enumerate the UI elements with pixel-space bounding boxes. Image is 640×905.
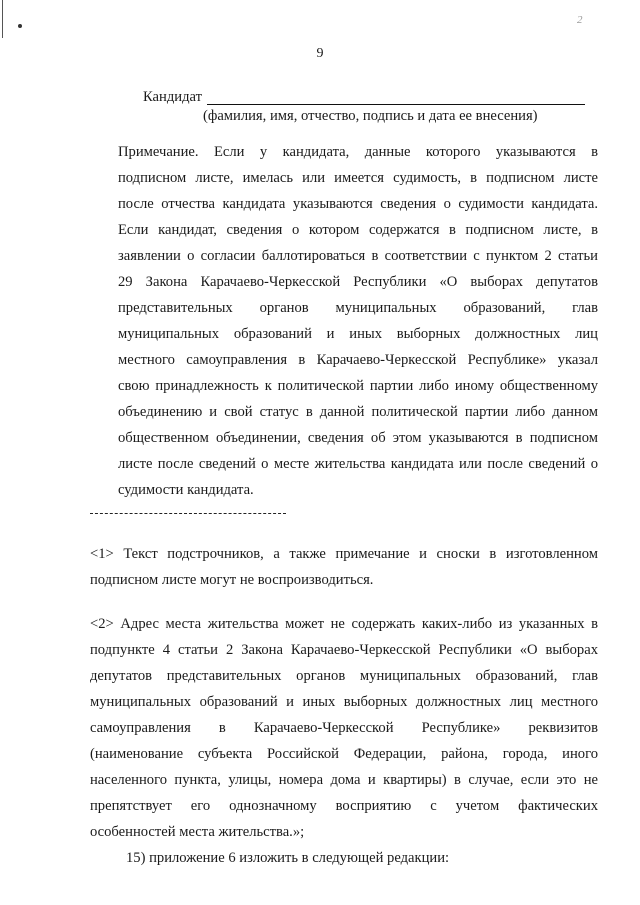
footnote-line: препятствует его однозначному восприятию с учетом фактических	[90, 798, 598, 814]
footnote-line: <2> Адрес места жительства может не содержать каких-либо из указанных в	[90, 616, 598, 632]
note-line: объединению и свой статус в данной политической партии либо данном	[118, 404, 598, 420]
footnote-separator	[90, 513, 286, 514]
scan-margin-mark	[18, 24, 22, 28]
footnote-line: (наименование субъекта Российской Федерации, района, города, иного	[90, 746, 598, 762]
candidate-signature-line	[207, 104, 585, 105]
note-line: общественном объединении, сведения об этом указываются в подписном	[118, 430, 598, 446]
note-line: подписном листе, имелась или имеется судимость, в подписном листе	[118, 170, 598, 186]
note-line: свою принадлежность к политической партии либо иному общественному	[118, 378, 598, 394]
candidate-label: Кандидат	[143, 89, 202, 105]
footnote-line: подписном листе могут не воспроизводиться.	[90, 572, 374, 588]
note-line: 29 Закона Карачаево-Черкесской Республики «О выборах депутатов	[118, 274, 598, 290]
footnote-line: населенного пункта, улицы, номера дома и квартиры) в случае, если это не	[90, 772, 598, 788]
note-line: судимости кандидата.	[118, 482, 254, 498]
note-line: представительных органов муниципальных образований, глав	[118, 300, 598, 316]
candidate-hint: (фамилия, имя, отчество, подпись и дата ее внесения)	[203, 108, 538, 124]
scan-margin-line	[2, 0, 3, 38]
note-line: после отчества кандидата указываются сведения о судимости кандидата.	[118, 196, 598, 212]
footnote-line: муниципальных образований и иных выборных должностных лиц местного	[90, 694, 598, 710]
note-line: муниципальных образований и иных выборных должностных лиц	[118, 326, 598, 342]
corner-mark: 2	[577, 14, 583, 26]
footnote-line: подпункте 4 статьи 2 Закона Карачаево-Черкесской Республики «О выборах	[90, 642, 598, 658]
note-line: Примечание. Если у кандидата, данные которого указываются в	[118, 144, 598, 160]
footnote-line: депутатов представительных органов муниципальных образований, глав	[90, 668, 598, 684]
note-line: заявлении о согласии баллотироваться в соответствии с пунктом 2 статьи	[118, 248, 598, 264]
note-line: местного самоуправления в Карачаево-Черкесской Республике» указал	[118, 352, 598, 368]
note-line: Если кандидат, сведения о котором содержатся в подписном листе, в	[118, 222, 598, 238]
footnote-line: <1> Текст подстрочников, а также примечание и сноски в изготовленном	[90, 546, 598, 562]
amendment-item: 15) приложение 6 изложить в следующей редакции:	[126, 850, 450, 866]
footnote-line: самоуправления в Карачаево-Черкесской Республике» реквизитов	[90, 720, 598, 736]
note-line: листе после сведений о месте жительства кандидата или после сведений о	[118, 456, 598, 472]
page-number: 9	[316, 46, 324, 61]
footnote-line: особенностей места жительства.»;	[90, 824, 305, 840]
